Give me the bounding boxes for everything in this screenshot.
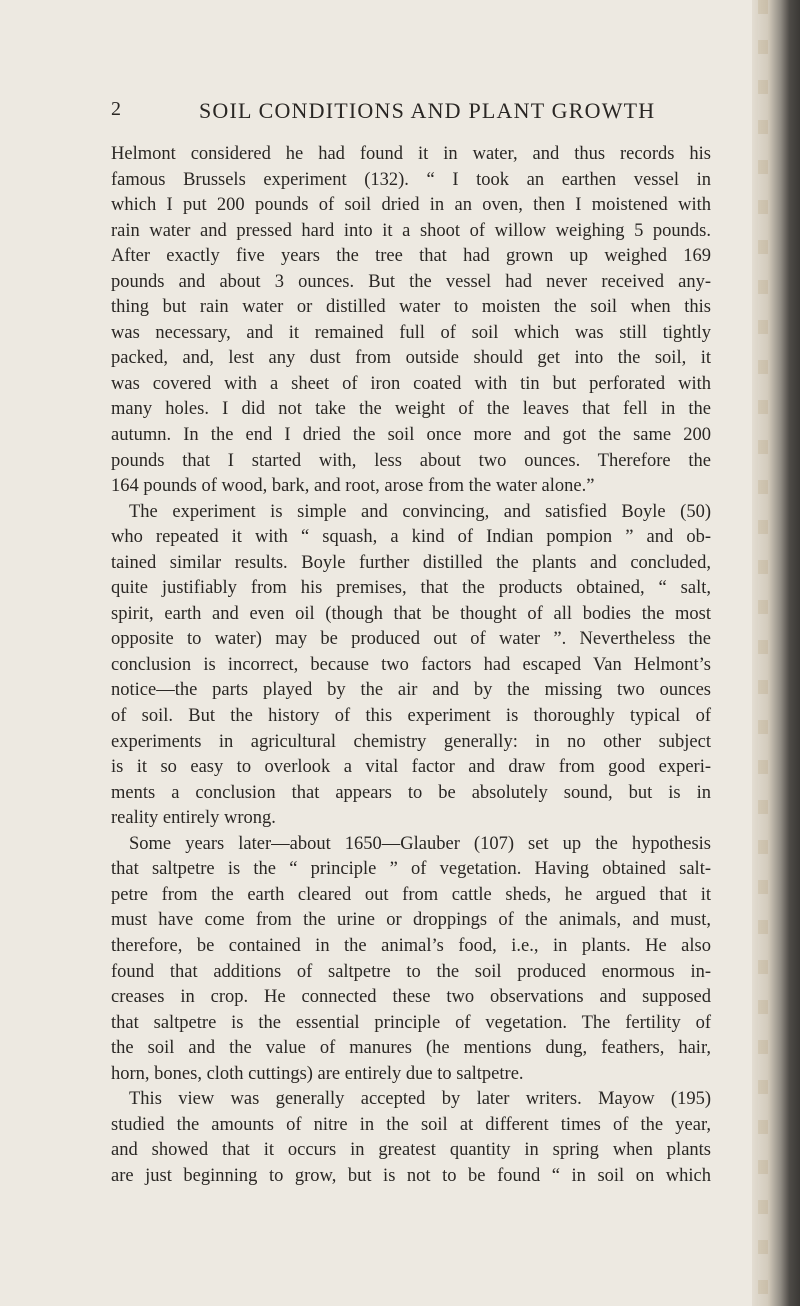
text-line: creases in crop. He connected these two observations and supposed xyxy=(111,987,711,1008)
text-line: conclusion is incorrect, because two factors had escaped Van Helmont’s xyxy=(111,654,711,675)
text-line: spirit, earth and even oil (though that be thought of all bodies the most xyxy=(111,603,711,624)
text-line: was covered with a sheet of iron coated with tin but perforated with xyxy=(111,373,711,394)
paragraph xyxy=(111,500,711,832)
text-line: thing but rain water or distilled water to moisten the soil when this xyxy=(111,297,711,318)
text-line: that saltpetre is the “ principle ” of vegetation. Having obtained salt- xyxy=(111,859,711,880)
page-header xyxy=(111,98,721,128)
paragraph xyxy=(111,1087,711,1189)
text-line: ments a conclusion that appears to be absolutely sound, but is in xyxy=(111,782,711,803)
text-line: famous Brussels experiment (132). “ I took an earthen vessel in xyxy=(111,169,711,190)
text-line: is it so easy to overlook a vital factor and draw from good experi- xyxy=(111,757,711,778)
text-line: was necessary, and it remained full of soil which was still tightly xyxy=(111,322,711,343)
text-line: must have come from the urine or droppings of the animals, and must, xyxy=(111,910,711,931)
text-line: the soil and the value of manures (he mentions dung, feathers, hair, xyxy=(111,1038,711,1059)
text-line: reality entirely wrong. xyxy=(111,808,276,829)
text-line: After exactly five years the tree that had grown up weighed 169 xyxy=(111,246,711,267)
text-line: found that additions of saltpetre to the soil produced enormous in- xyxy=(111,961,711,982)
text-line: packed, and, lest any dust from outside should get into the soil, it xyxy=(111,348,711,369)
text-line: autumn. In the end I dried the soil once more and got the same 200 xyxy=(111,425,711,446)
text-line: studied the amounts of nitre in the soil at different times of the year, xyxy=(111,1114,711,1135)
paragraph xyxy=(111,142,711,500)
text-line: rain water and pressed hard into it a shoot of willow weighing 5 pounds. xyxy=(111,220,711,241)
body-text xyxy=(111,142,711,1189)
text-line: tained similar results. Boyle further distilled the plants and concluded, xyxy=(111,552,711,573)
text-line: experiments in agricultural chemistry generally: in no other subject xyxy=(111,731,711,752)
text-line: Some years later—about 1650—Glauber (107) set up the hypothesis xyxy=(129,833,711,854)
text-line: petre from the earth cleared out from cattle sheds, he argued that it xyxy=(111,884,711,905)
running-title: SOIL CONDITIONS AND PLANT GROWTH xyxy=(199,98,656,123)
text-line: who repeated it with “ squash, a kind of Indian pompion ” and ob- xyxy=(111,527,711,548)
text-line: horn, bones, cloth cuttings) are entirely due to saltpetre. xyxy=(111,1063,524,1084)
text-line: are just beginning to grow, but is not to be found “ in soil on which xyxy=(111,1165,711,1186)
text-line: 164 pounds of wood, bark, and root, arose from the water alone.” xyxy=(111,476,595,497)
text-line: therefore, be contained in the animal’s food, i.e., in plants. He also xyxy=(111,935,711,956)
text-line: that saltpetre is the essential principle of vegetation. The fertility of xyxy=(111,1012,711,1033)
text-line: This view was generally accepted by later writers. Mayow (195) xyxy=(129,1089,711,1110)
text-line: notice—the parts played by the air and by the missing two ounces xyxy=(111,680,711,701)
paragraph xyxy=(111,832,711,1087)
text-line: many holes. I did not take the weight of the leaves that fell in the xyxy=(111,399,711,420)
page-number: 2 xyxy=(111,98,122,120)
text-line: pounds and about 3 ounces. But the vessel had never received any- xyxy=(111,271,711,292)
text-line: of soil. But the history of this experiment is thoroughly typical of xyxy=(111,706,711,727)
text-line: and showed that it occurs in greatest quantity in spring when plants xyxy=(111,1140,711,1161)
text-line: opposite to water) may be produced out of water ”. Nevertheless the xyxy=(111,629,711,650)
text-line: quite justifiably from his premises, that the products obtained, “ salt, xyxy=(111,578,711,599)
text-line: pounds that I started with, less about two ounces. Therefore the xyxy=(111,450,711,471)
text-line: The experiment is simple and convincing, and satisfied Boyle (50) xyxy=(129,501,711,522)
page-edge-shadow xyxy=(752,0,800,1306)
text-line: Helmont considered he had found it in water, and thus records his xyxy=(111,144,711,164)
text-line: which I put 200 pounds of soil dried in an oven, then I moistened with xyxy=(111,195,711,216)
